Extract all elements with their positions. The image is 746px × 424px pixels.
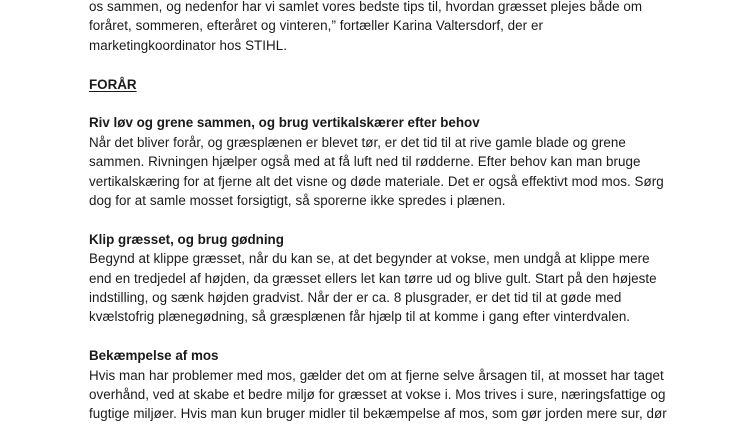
text-line: foråret, sommeren, efteråret og vinteren,” fortæller Karina Valtersdorf, der er: [89, 18, 543, 34]
text-line: indstilling, og sænk højden gradvist. Når der er ca. 8 plusgrader, er det tid til at gøde med: [89, 290, 622, 306]
subsection-moss: [89, 346, 689, 424]
subsection-heading: Bekæmpelse af mos: [89, 348, 219, 364]
subsection-rake: [89, 113, 689, 210]
paragraph-gap: [89, 327, 689, 346]
section-heading-spring: FORÅR: [89, 76, 137, 92]
text-line: Begynd at klippe græsset, når du kan se, at det begynder at vokse, men undgå at klippe mere: [89, 251, 650, 267]
text-line: sammen. Rivningen hjælper også med at få luft ned til rødderne. Efter behov kan man bruge: [89, 154, 641, 170]
text-line: vertikalskæring for at fjerne alt det visne og døde materiale. Det er også effektivt mod mos. Sørg: [89, 173, 664, 189]
document-page: [89, 0, 689, 424]
text-line: kvælstofrig plænegødning, så græsplænen får hjælp til at komme i gang efter vinterdvalen.: [89, 309, 631, 325]
text-line: overhånd, ved at skabe et bedre miljø for græsset at vokse i. Mos trives i sure, næringsfattige og: [89, 387, 666, 403]
intro-paragraph: [89, 0, 689, 55]
paragraph-gap: [89, 210, 689, 229]
text-line: os sammen, og nedenfor har vi samlet vores bedste tips til, hvordan græsset plejes både om: [89, 0, 643, 14]
subsection-heading: Riv løv og grene sammen, og brug vertikalskærer efter behov: [89, 115, 480, 131]
text-line: fugtige miljøer. Hvis man kun bruger midler til bekæmpelse af mos, som gør jorden mere sur, dør: [89, 406, 667, 422]
text-line: end en tredjedel af højden, da græsset ellers let kan tørre ud og blive gult. Start på den højeste: [89, 270, 657, 286]
text-line: Når det bliver forår, og græsplænen er blevet tør, er det tid til at rive gamle blade og grene: [89, 134, 626, 150]
paragraph-gap: [89, 55, 689, 74]
text-line: Hvis man har problemer med mos, gælder det om at fjerne selve årsagen til, at mosset har taget: [89, 367, 664, 383]
text-line: dog for at samle mosset forsigtigt, så sporerne ikke spredes i plænen.: [89, 193, 506, 209]
subsection-heading: Klip græsset, og brug gødning: [89, 231, 284, 247]
paragraph-gap: [89, 94, 689, 113]
subsection-mowing: [89, 230, 689, 327]
text-line: marketingkoordinator hos STIHL.: [89, 37, 288, 53]
